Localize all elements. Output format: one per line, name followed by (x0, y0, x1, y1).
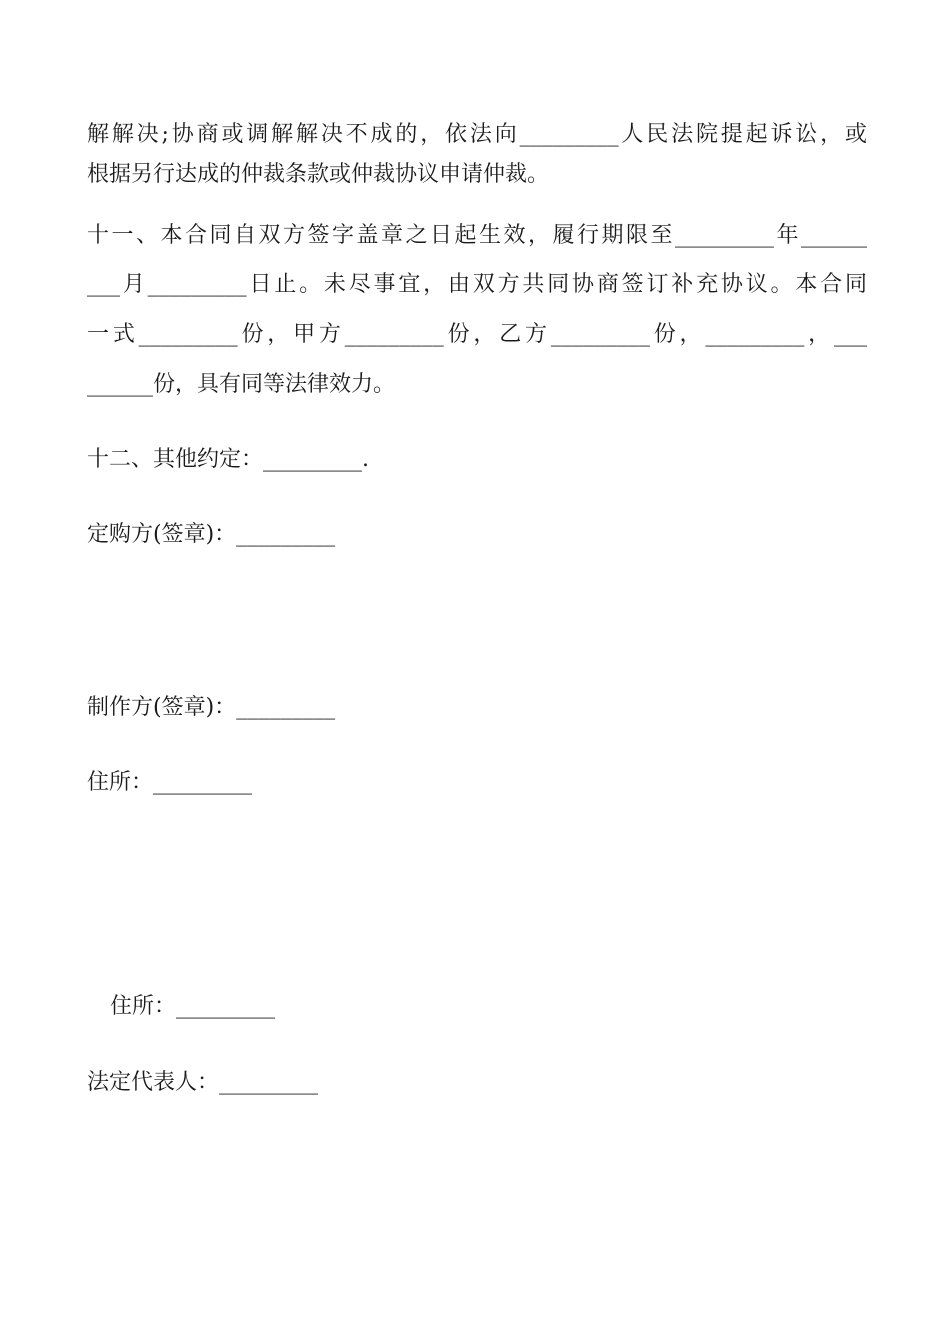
clause11-line1: 十一、本合同自双方签字盖章之日起生效，履行期限至_________年______ (87, 223, 867, 248)
clause12-other-agreements: 十二、其他约定：_________. (87, 447, 369, 472)
clause11-line3: 一式_________份，甲方_________份，乙方_________份，_________，___ (87, 322, 867, 347)
clause10-line2: 根据另行达成的仲裁条款或仲裁协议申请仲裁。 (87, 162, 550, 187)
clause10-line1: 解解决;协商或调解解决不成的，依法向_________人民法院提起诉讼，或 (87, 122, 867, 147)
maker-signature-line: 制作方(签章)：_________ (87, 695, 336, 720)
legal-representative-line: 法定代表人：_________ (87, 1070, 319, 1095)
buyer-signature-line: 定购方(签章)：_________ (87, 522, 336, 547)
address-line-2: 住所：_________ (110, 994, 276, 1019)
clause11-line2: ___月_________日止。未尽事宜，由双方共同协商签订补充协议。本合同 (87, 272, 867, 297)
address-line-1: 住所：_________ (87, 770, 253, 795)
clause11-line4: ______份，具有同等法律效力。 (87, 372, 396, 397)
